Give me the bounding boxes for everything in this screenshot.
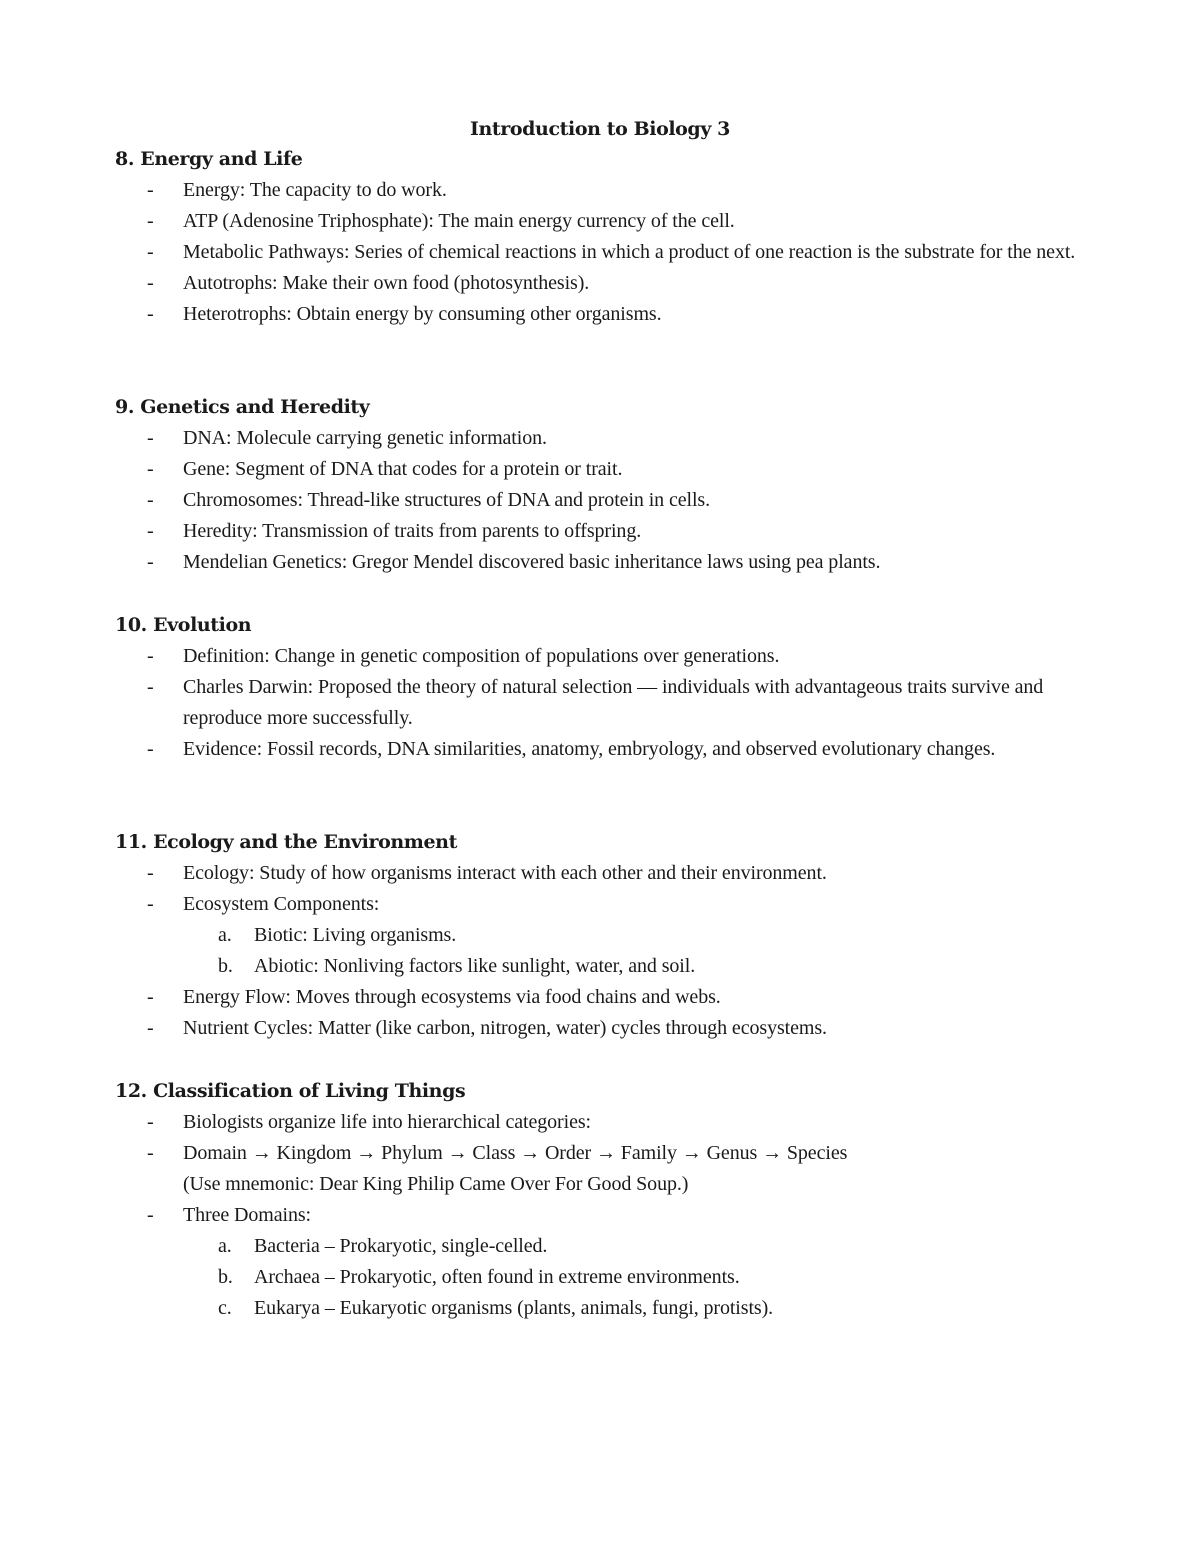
dash-marker: - bbox=[147, 520, 154, 542]
section-ecology-and-environment bbox=[115, 827, 1095, 1044]
sub-list-item bbox=[115, 920, 1095, 951]
section-genetics-and-heredity bbox=[115, 392, 1095, 578]
list-item-text: Ecology: Study of how organisms interact with each other and their environment. bbox=[183, 862, 827, 884]
dash-marker: - bbox=[147, 241, 154, 263]
list-item bbox=[115, 454, 1095, 485]
dash-marker: - bbox=[147, 489, 154, 511]
list-item-text: Evidence: Fossil records, DNA similarities, anatomy, embryology, and observed evolutionary changes. bbox=[183, 738, 996, 760]
list-item-text: Chromosomes: Thread-like structures of DNA and protein in cells. bbox=[183, 489, 711, 511]
section-heading: 9. Genetics and Heredity bbox=[115, 396, 370, 418]
sub-list-item bbox=[115, 1293, 1095, 1324]
sub-list-marker: b. bbox=[218, 955, 233, 977]
list-item bbox=[115, 516, 1095, 547]
list-item bbox=[115, 268, 1095, 299]
list-item bbox=[115, 889, 1095, 920]
list-item-text: Metabolic Pathways: Series of chemical reactions in which a product of one reaction is the substrate for the next. bbox=[183, 241, 1076, 263]
dash-marker: - bbox=[147, 862, 154, 884]
dash-marker: - bbox=[147, 179, 154, 201]
section-classification bbox=[115, 1076, 1095, 1324]
dash-marker: - bbox=[147, 893, 154, 915]
document-title: Introduction to Biology 3 bbox=[470, 118, 730, 140]
list-item-text: Heredity: Transmission of traits from parents to offspring. bbox=[183, 520, 642, 542]
list-item-text: Domain → Kingdom → Phylum → Class → Order → Family → Genus → Species bbox=[183, 1142, 848, 1164]
sub-list-marker: a. bbox=[218, 1235, 232, 1257]
list-item bbox=[115, 1013, 1095, 1044]
list-item-text: Autotrophs: Make their own food (photosynthesis). bbox=[183, 272, 590, 294]
list-item-text: Nutrient Cycles: Matter (like carbon, nitrogen, water) cycles through ecosystems. bbox=[183, 1017, 827, 1039]
dash-marker: - bbox=[147, 427, 154, 449]
list-item bbox=[115, 206, 1095, 237]
list-item bbox=[115, 175, 1095, 206]
bullet-list bbox=[115, 175, 1095, 330]
list-item bbox=[115, 1107, 1095, 1138]
section-evolution bbox=[115, 610, 1095, 765]
bullet-list bbox=[115, 641, 1095, 765]
sub-list-marker: a. bbox=[218, 924, 232, 946]
list-item bbox=[115, 1138, 1095, 1200]
list-item-text: Charles Darwin: Proposed the theory of natural selection — individuals with advantageous traits survive and reproduce more successfully. bbox=[183, 676, 1044, 729]
list-item bbox=[115, 299, 1095, 330]
list-item bbox=[115, 1200, 1095, 1231]
list-item bbox=[115, 672, 1095, 734]
sub-list-item-text: Archaea – Prokaryotic, often found in extreme environments. bbox=[254, 1266, 740, 1288]
sub-list-item bbox=[115, 951, 1095, 982]
dash-marker: - bbox=[147, 676, 154, 698]
list-item-text: Energy Flow: Moves through ecosystems via food chains and webs. bbox=[183, 986, 721, 1008]
dash-marker: - bbox=[147, 645, 154, 667]
list-item-text: Three Domains: bbox=[183, 1204, 312, 1226]
dash-marker: - bbox=[147, 458, 154, 480]
list-item bbox=[115, 547, 1095, 578]
list-item bbox=[115, 734, 1095, 765]
dash-marker: - bbox=[147, 272, 154, 294]
list-item-text: Energy: The capacity to do work. bbox=[183, 179, 447, 201]
list-item-continuation-text: (Use mnemonic: Dear King Philip Came Over For Good Soup.) bbox=[183, 1173, 689, 1195]
section-heading: 8. Energy and Life bbox=[115, 148, 303, 170]
section-heading: 10. Evolution bbox=[115, 614, 252, 636]
list-item-text: Mendelian Genetics: Gregor Mendel discovered basic inheritance laws using pea plants. bbox=[183, 551, 881, 573]
sub-list-item-text: Abiotic: Nonliving factors like sunlight, water, and soil. bbox=[254, 955, 696, 977]
bullet-list bbox=[115, 423, 1095, 578]
list-item bbox=[115, 641, 1095, 672]
sub-list bbox=[115, 920, 1095, 982]
section-heading: 11. Ecology and the Environment bbox=[115, 831, 457, 853]
list-item-text: Definition: Change in genetic composition of populations over generations. bbox=[183, 645, 780, 667]
list-item-text: Gene: Segment of DNA that codes for a protein or trait. bbox=[183, 458, 623, 480]
sub-list-item-text: Eukarya – Eukaryotic organisms (plants, animals, fungi, protists). bbox=[254, 1297, 774, 1319]
list-item-text: Heterotrophs: Obtain energy by consuming other organisms. bbox=[183, 303, 662, 325]
list-item-text: Biologists organize life into hierarchical categories: bbox=[183, 1111, 591, 1133]
list-item bbox=[115, 485, 1095, 516]
dash-marker: - bbox=[147, 986, 154, 1008]
sub-list-item-text: Bacteria – Prokaryotic, single-celled. bbox=[254, 1235, 548, 1257]
bullet-list bbox=[115, 982, 1095, 1044]
list-item bbox=[115, 982, 1095, 1013]
dash-marker: - bbox=[147, 551, 154, 573]
sub-list-marker: c. bbox=[218, 1297, 232, 1319]
sub-list-item bbox=[115, 1231, 1095, 1262]
list-item-text: DNA: Molecule carrying genetic information. bbox=[183, 427, 547, 449]
dash-marker: - bbox=[147, 738, 154, 760]
bullet-list bbox=[115, 858, 1095, 920]
list-item-text: ATP (Adenosine Triphosphate): The main energy currency of the cell. bbox=[183, 210, 735, 232]
sub-list-marker: b. bbox=[218, 1266, 233, 1288]
dash-marker: - bbox=[147, 1017, 154, 1039]
sub-list bbox=[115, 1231, 1095, 1324]
list-item bbox=[115, 858, 1095, 889]
list-item bbox=[115, 423, 1095, 454]
list-item-text: Ecosystem Components: bbox=[183, 893, 380, 915]
section-heading: 12. Classification of Living Things bbox=[115, 1080, 466, 1102]
dash-marker: - bbox=[147, 1111, 154, 1133]
list-item bbox=[115, 237, 1095, 268]
dash-marker: - bbox=[147, 210, 154, 232]
dash-marker: - bbox=[147, 1142, 154, 1164]
dash-marker: - bbox=[147, 1204, 154, 1226]
sub-list-item bbox=[115, 1262, 1095, 1293]
dash-marker: - bbox=[147, 303, 154, 325]
sub-list-item-text: Biotic: Living organisms. bbox=[254, 924, 457, 946]
bullet-list bbox=[115, 1107, 1095, 1231]
section-energy-and-life bbox=[115, 144, 1095, 330]
